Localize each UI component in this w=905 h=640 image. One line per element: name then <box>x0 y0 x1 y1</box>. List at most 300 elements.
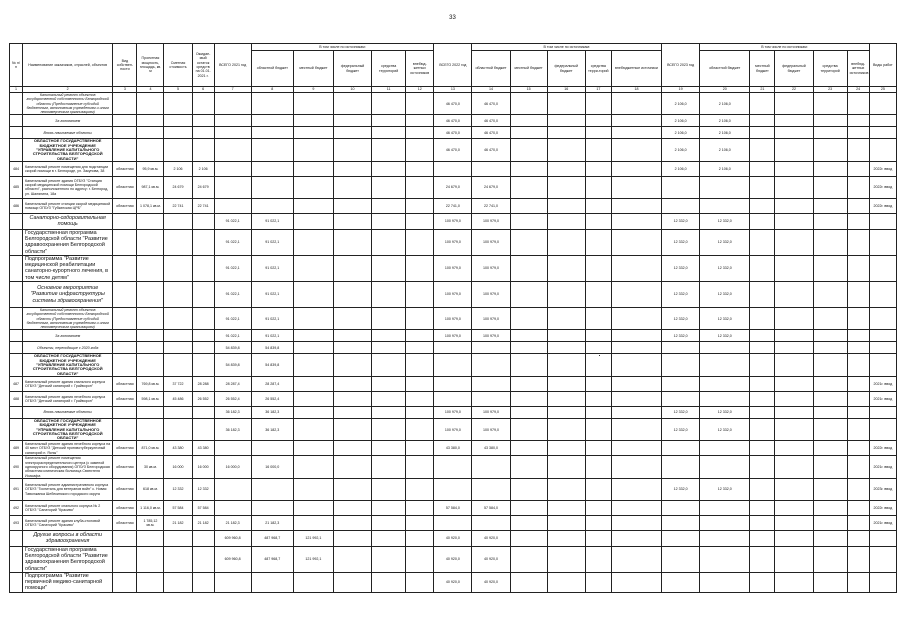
header-works: Виды работ <box>869 44 896 87</box>
federal-2022 <box>547 546 585 572</box>
total-2023 <box>662 456 700 478</box>
row-name: Основное мероприятие "Развитие инфраструктуры системы здравоохранения" <box>23 281 113 307</box>
territory-2023 <box>813 546 847 572</box>
federal-2023 <box>775 515 813 530</box>
remaining-funds: 43 380 <box>192 441 214 456</box>
total-2022: 46 470,0 <box>434 127 472 139</box>
territory-2022 <box>585 229 611 255</box>
offbudget-2023 <box>847 213 869 229</box>
total-2021 <box>214 478 251 500</box>
capacity <box>137 406 164 418</box>
row-number: 484 <box>10 161 23 176</box>
offbudget-2023 <box>847 93 869 115</box>
regional-2021 <box>251 478 293 500</box>
work-type: 2022г. ввод <box>869 198 896 213</box>
table-row <box>10 406 897 418</box>
regional-2022: 100 979,0 <box>472 255 510 281</box>
regional-2021 <box>251 139 293 161</box>
federal-2022 <box>547 478 585 500</box>
column-index-cell: 24 <box>847 87 869 93</box>
local-2022 <box>510 213 547 229</box>
territory-2023 <box>813 330 847 342</box>
local-2021 <box>293 500 333 515</box>
row-name: Капитальный ремонт здания клуба-столовой ОГБУЗ "Санаторий "Красиво" <box>23 515 113 530</box>
offbudget-2023 <box>847 229 869 255</box>
federal-2021 <box>333 198 371 213</box>
territory-2022 <box>585 391 611 406</box>
regional-2023 <box>700 456 750 478</box>
federal-2021 <box>333 478 371 500</box>
offbudget-2021 <box>406 281 434 307</box>
total-2023: 12 332,0 <box>662 478 700 500</box>
page-number: 33 <box>449 15 456 21</box>
ownership <box>113 93 137 115</box>
total-2022 <box>434 456 472 478</box>
total-2021: 91 022,1 <box>214 213 251 229</box>
territory-2023 <box>813 418 847 440</box>
offbudget-2022 <box>611 515 661 530</box>
offbudget-2023 <box>847 161 869 176</box>
territory-2023 <box>813 176 847 198</box>
row-name: Капитальный ремонт помещения электрораспределительного центра (с заменой одноярусного оборудования) ОГБУЗ Белгородская областная клиническая больница Святителя Иоасафа <box>23 456 113 478</box>
row-name: Капитальный ремонт спального корпуса № 2 ОГБУЗ "Санаторий "Красиво" <box>23 500 113 515</box>
offbudget-2021 <box>406 478 434 500</box>
local-2023 <box>750 478 775 500</box>
local-2023 <box>750 354 775 376</box>
offbudget-2021 <box>406 376 434 391</box>
federal-2022 <box>547 139 585 161</box>
capacity <box>137 93 164 115</box>
row-name: Капитальный ремонт объектов государственной собственности Белгородской области (Предоставление субсидий бюджетным, автономным учреждениям и иным некоммерческим организациям) <box>23 307 113 329</box>
estimated-cost: 37 722 <box>164 376 192 391</box>
total-2023 <box>662 354 700 376</box>
offbudget-2023 <box>847 139 869 161</box>
table-row <box>10 500 897 515</box>
federal-2022 <box>547 418 585 440</box>
ownership <box>113 342 137 354</box>
offbudget-2023 <box>847 478 869 500</box>
federal-2021 <box>333 213 371 229</box>
territory-2023 <box>813 500 847 515</box>
estimated-cost: 45 486 <box>164 391 192 406</box>
row-number <box>10 139 23 161</box>
territory-2022 <box>585 572 611 592</box>
federal-2023 <box>775 307 813 329</box>
local-2021 <box>293 515 333 530</box>
capacity: 769,8 кв.м. <box>137 376 164 391</box>
total-2023 <box>662 500 700 515</box>
ownership: областная <box>113 198 137 213</box>
offbudget-2023 <box>847 441 869 456</box>
federal-2023 <box>775 281 813 307</box>
total-2022: 100 979,0 <box>434 281 472 307</box>
federal-2021 <box>333 255 371 281</box>
federal-2022 <box>547 281 585 307</box>
table-row <box>10 281 897 307</box>
header-group-2023: В том числе по источникам: <box>700 44 870 51</box>
territory-2022 <box>585 330 611 342</box>
offbudget-2022 <box>611 572 661 592</box>
regional-2021: 54 839,8 <box>251 342 293 354</box>
regional-2022: 46 470,0 <box>472 127 510 139</box>
local-2023 <box>750 281 775 307</box>
local-2023 <box>750 406 775 418</box>
regional-2022: 57 584,0 <box>472 500 510 515</box>
territory-2023 <box>813 406 847 418</box>
column-index-cell: 11 <box>372 87 406 93</box>
remaining-funds <box>192 281 214 307</box>
row-number <box>10 546 23 572</box>
header-territory-2021: средства территорий <box>372 51 406 87</box>
offbudget-2021 <box>406 127 434 139</box>
regional-2021: 16 000,0 <box>251 456 293 478</box>
total-2023 <box>662 376 700 391</box>
total-2021 <box>214 139 251 161</box>
offbudget-2023 <box>847 406 869 418</box>
offbudget-2023 <box>847 515 869 530</box>
local-2023 <box>750 229 775 255</box>
offbudget-2021 <box>406 530 434 546</box>
total-2021: 54 839,8 <box>214 354 251 376</box>
row-number <box>10 229 23 255</box>
territory-2022 <box>585 500 611 515</box>
estimated-cost <box>164 572 192 592</box>
regional-2022: 46 470,0 <box>472 93 510 115</box>
offbudget-2023 <box>847 418 869 440</box>
regional-2023: 12 332,0 <box>700 255 750 281</box>
ownership <box>113 229 137 255</box>
table-row <box>10 139 897 161</box>
row-name: Государственная программа Белгородской области "Развитие здравоохранения Белгородской области" <box>23 229 113 255</box>
header-no: № п/п <box>10 44 23 87</box>
local-2021 <box>293 93 333 115</box>
ownership <box>113 115 137 127</box>
local-2022 <box>510 139 547 161</box>
offbudget-2022 <box>611 161 661 176</box>
table-row <box>10 572 897 592</box>
regional-2021: 54 839,8 <box>251 354 293 376</box>
column-index-cell: 3 <box>113 87 137 93</box>
column-index-cell: 1 <box>10 87 23 93</box>
local-2023 <box>750 161 775 176</box>
total-2021: 91 022,1 <box>214 229 251 255</box>
regional-2021 <box>251 127 293 139</box>
federal-2023 <box>775 93 813 115</box>
regional-2023: 2 106,0 <box>700 127 750 139</box>
federal-2023 <box>775 418 813 440</box>
offbudget-2022 <box>611 456 661 478</box>
row-name: ОБЛАСТНОЕ ГОСУДАРСТВЕННОЕ БЮДЖЕТНОЕ УЧРЕЖДЕНИЕ "УПРАВЛЕНИЕ КАПИТАЛЬНОГО СТРОИТЕЛЬСТВА БЕЛГОРОДСКОЙ ОБЛАСТИ" <box>23 354 113 376</box>
territory-2021 <box>372 342 406 354</box>
work-type: 2021г. ввод <box>869 456 896 478</box>
ownership <box>113 530 137 546</box>
regional-2021: 26 552,4 <box>251 391 293 406</box>
territory-2021 <box>372 198 406 213</box>
ownership <box>113 354 137 376</box>
regional-2022: 40 920,0 <box>472 546 510 572</box>
total-2022 <box>434 478 472 500</box>
territory-2021 <box>372 93 406 115</box>
row-name: Вновь начинаемые объекты <box>23 406 113 418</box>
total-2022: 46 470,0 <box>434 93 472 115</box>
federal-2023 <box>775 530 813 546</box>
territory-2021 <box>372 478 406 500</box>
territory-2022 <box>585 478 611 500</box>
offbudget-2022 <box>611 342 661 354</box>
offbudget-2021 <box>406 115 434 127</box>
local-2021 <box>293 478 333 500</box>
ownership <box>113 127 137 139</box>
offbudget-2022 <box>611 127 661 139</box>
local-2022 <box>510 530 547 546</box>
local-2021 <box>293 418 333 440</box>
federal-2022 <box>547 198 585 213</box>
offbudget-2023 <box>847 342 869 354</box>
work-type <box>869 342 896 354</box>
total-2023: 2 106,0 <box>662 93 700 115</box>
federal-2023 <box>775 330 813 342</box>
row-name: Капитальный ремонт здания ОГБУЗ "Станция скорой медицинской помощи Белгородской области", расположенного по адресу: г. Белгород, ул. Шаляпина, 18а <box>23 176 113 198</box>
territory-2023 <box>813 161 847 176</box>
row-number <box>10 213 23 229</box>
federal-2021 <box>333 530 371 546</box>
total-2023 <box>662 572 700 592</box>
row-number: 489 <box>10 441 23 456</box>
federal-2023 <box>775 500 813 515</box>
header-offbudget-2021: внебюд-жетных источников <box>406 51 434 87</box>
total-2023 <box>662 441 700 456</box>
federal-2021 <box>333 406 371 418</box>
regional-2021: 91 022,1 <box>251 330 293 342</box>
regional-2023: 12 332,0 <box>700 213 750 229</box>
ownership: областная <box>113 376 137 391</box>
offbudget-2022 <box>611 354 661 376</box>
work-type: 2022г. ввод <box>869 441 896 456</box>
federal-2023 <box>775 546 813 572</box>
federal-2021 <box>333 281 371 307</box>
ownership: областная <box>113 478 137 500</box>
remaining-funds: 28 288 <box>192 376 214 391</box>
estimated-cost <box>164 546 192 572</box>
local-2022 <box>510 115 547 127</box>
total-2023: 12 332,0 <box>662 418 700 440</box>
local-2021 <box>293 198 333 213</box>
total-2021 <box>214 127 251 139</box>
regional-2021: 28 287,4 <box>251 376 293 391</box>
offbudget-2022 <box>611 406 661 418</box>
local-2021 <box>293 376 333 391</box>
regional-2022: 100 979,0 <box>472 307 510 329</box>
row-number: 493 <box>10 515 23 530</box>
offbudget-2022 <box>611 229 661 255</box>
federal-2021 <box>333 176 371 198</box>
offbudget-2023 <box>847 391 869 406</box>
total-2021 <box>214 441 251 456</box>
regional-2022: 46 470,0 <box>472 115 510 127</box>
total-2021: 91 022,1 <box>214 307 251 329</box>
offbudget-2022 <box>611 93 661 115</box>
local-2021 <box>293 456 333 478</box>
regional-2023 <box>700 500 750 515</box>
offbudget-2021 <box>406 572 434 592</box>
local-2021 <box>293 572 333 592</box>
total-2022: 100 979,0 <box>434 255 472 281</box>
estimated-cost <box>164 330 192 342</box>
territory-2021 <box>372 139 406 161</box>
total-2022: 100 979,0 <box>434 418 472 440</box>
federal-2022 <box>547 376 585 391</box>
ownership <box>113 546 137 572</box>
regional-2022: 40 920,0 <box>472 530 510 546</box>
federal-2021 <box>333 572 371 592</box>
regional-2023 <box>700 391 750 406</box>
total-2023 <box>662 546 700 572</box>
offbudget-2021 <box>406 255 434 281</box>
total-2021 <box>214 198 251 213</box>
local-2022 <box>510 229 547 255</box>
estimated-cost: 2 106 <box>164 161 192 176</box>
federal-2021 <box>333 229 371 255</box>
offbudget-2021 <box>406 139 434 161</box>
total-2022: 46 470,0 <box>434 115 472 127</box>
regional-2021 <box>251 441 293 456</box>
row-number <box>10 115 23 127</box>
capacity <box>137 213 164 229</box>
territory-2023 <box>813 572 847 592</box>
regional-2023: 2 106,0 <box>700 139 750 161</box>
header-cost: Сметная стоимость <box>164 44 192 87</box>
total-2022 <box>434 515 472 530</box>
row-name: Государственная программа Белгородской области "Развитие здравоохранения Белгородской области" <box>23 546 113 572</box>
remaining-funds <box>192 354 214 376</box>
territory-2022 <box>585 127 611 139</box>
local-2023 <box>750 572 775 592</box>
territory-2023 <box>813 115 847 127</box>
offbudget-2021 <box>406 391 434 406</box>
territory-2021 <box>372 255 406 281</box>
work-type <box>869 546 896 572</box>
column-index-cell: 13 <box>434 87 472 93</box>
table-row <box>10 456 897 478</box>
total-2021 <box>214 572 251 592</box>
regional-2023: 12 332,0 <box>700 406 750 418</box>
federal-2022 <box>547 441 585 456</box>
row-name: Капитальный ремонт административного корпуса ОГБУЗ "Госпиталь для ветеранов войн" с. Новая Таволжанка Шебекинского городского округа <box>23 478 113 500</box>
offbudget-2022 <box>611 176 661 198</box>
regional-2022 <box>472 342 510 354</box>
total-2021: 28 287,4 <box>214 376 251 391</box>
estimated-cost <box>164 93 192 115</box>
local-2022 <box>510 354 547 376</box>
header-federal-2022: федеральный бюджет <box>547 51 585 87</box>
federal-2022 <box>547 255 585 281</box>
row-number: 492 <box>10 500 23 515</box>
work-type <box>869 330 896 342</box>
regional-2022: 100 979,0 <box>472 418 510 440</box>
local-2022 <box>510 391 547 406</box>
column-index-cell: 18 <box>611 87 661 93</box>
capacity: 871,0 кв.м. <box>137 441 164 456</box>
capacity <box>137 530 164 546</box>
federal-2022 <box>547 330 585 342</box>
territory-2022 <box>585 255 611 281</box>
row-name: За голованием <box>23 115 113 127</box>
capacity <box>137 281 164 307</box>
regional-2021: 21 182,3 <box>251 515 293 530</box>
offbudget-2023 <box>847 115 869 127</box>
territory-2021 <box>372 406 406 418</box>
federal-2021 <box>333 342 371 354</box>
federal-2022 <box>547 572 585 592</box>
regional-2022 <box>472 456 510 478</box>
local-2022 <box>510 307 547 329</box>
capacity <box>137 115 164 127</box>
row-name: Объекты, переходящие с 2020 года <box>23 342 113 354</box>
territory-2022 <box>585 198 611 213</box>
territory-2021 <box>372 176 406 198</box>
remaining-funds: 21 182 <box>192 515 214 530</box>
local-2022 <box>510 127 547 139</box>
regional-2021 <box>251 115 293 127</box>
total-2022 <box>434 391 472 406</box>
work-type: 2021г. ввод <box>869 515 896 530</box>
header-capacity: Проектная мощность, площадь, кв. м <box>137 44 164 87</box>
total-2023 <box>662 176 700 198</box>
row-number <box>10 342 23 354</box>
header-name: Наименование заказчиков, отраслей, объектов <box>23 44 113 87</box>
regional-2023 <box>700 376 750 391</box>
total-2023 <box>662 391 700 406</box>
estimated-cost <box>164 342 192 354</box>
regional-2022 <box>472 478 510 500</box>
offbudget-2021 <box>406 441 434 456</box>
work-type: 2022г. ввод <box>869 500 896 515</box>
local-2022 <box>510 478 547 500</box>
column-index-cell: 22 <box>775 87 813 93</box>
local-2022 <box>510 572 547 592</box>
row-name: Капитальный ремонт станции скорой медицинской помощи ОГБУЗ "Губкинская ЦРБ" <box>23 198 113 213</box>
local-2023 <box>750 198 775 213</box>
estimated-cost: 16 000 <box>164 456 192 478</box>
total-2022: 40 920,0 <box>434 530 472 546</box>
estimated-cost: 21 182 <box>164 515 192 530</box>
federal-2022 <box>547 307 585 329</box>
remaining-funds <box>192 139 214 161</box>
regional-2023: 2 106,0 <box>700 161 750 176</box>
total-2021: 91 022,1 <box>214 281 251 307</box>
remaining-funds <box>192 213 214 229</box>
remaining-funds <box>192 307 214 329</box>
regional-2023 <box>700 515 750 530</box>
ownership <box>113 307 137 329</box>
offbudget-2022 <box>611 255 661 281</box>
row-name: Капитальный ремонт здания лечебного корпуса ОГБУЗ "Детский санаторий г. Грайворон" <box>23 391 113 406</box>
remaining-funds <box>192 546 214 572</box>
territory-2022 <box>585 176 611 198</box>
regional-2023 <box>700 546 750 572</box>
regional-2021 <box>251 572 293 592</box>
header-offbudget-2022: внебюджетные источники <box>611 51 661 87</box>
row-name: Капитальный ремонт помещения для подстанции скорой помощи в г. Белгороде, ул. Закупова, 38 <box>23 161 113 176</box>
regional-2023 <box>700 354 750 376</box>
total-2022 <box>434 342 472 354</box>
regional-2022 <box>472 376 510 391</box>
local-2022 <box>510 161 547 176</box>
remaining-funds <box>192 93 214 115</box>
row-number <box>10 530 23 546</box>
territory-2023 <box>813 127 847 139</box>
remaining-funds: 2 106 <box>192 161 214 176</box>
